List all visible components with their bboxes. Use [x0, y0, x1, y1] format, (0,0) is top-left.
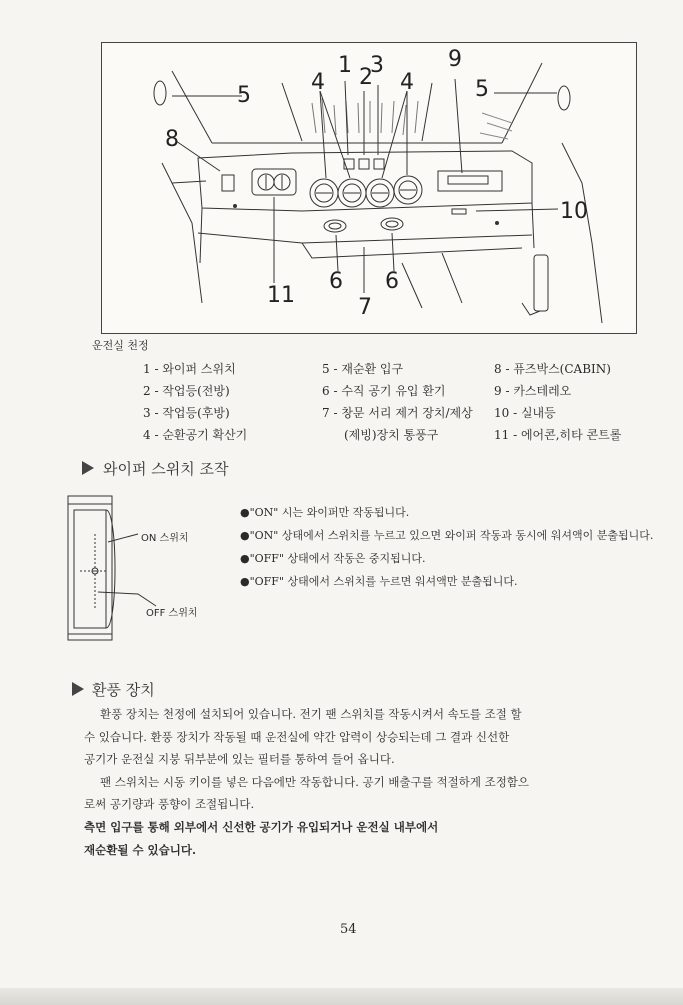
vent-heading: 환풍 장치 — [92, 681, 155, 699]
legend-item: 3 - 작업등(후방) — [143, 406, 230, 420]
wiper-bullet: ●"OFF" 상태에서 작동은 중지됩니다. — [240, 552, 426, 565]
legend-item: 10 - 실내등 — [494, 406, 556, 420]
legend-item: 6 - 수직 공기 유입 환기 — [322, 384, 446, 398]
legend-item: 7 - 창문 서리 제거 장치/제상 — [322, 406, 473, 420]
legend-column-3 — [494, 362, 621, 450]
vent-line: 로써 공기량과 풍향이 조절됩니다. — [84, 797, 255, 812]
on-switch-label: ON 스위치 — [141, 533, 189, 544]
legend-item: 9 - 카스테레오 — [494, 384, 572, 398]
figure-caption: 운전실 천정 — [92, 339, 149, 352]
wiper-instructions — [240, 506, 653, 598]
callout-10: 10 — [560, 199, 588, 224]
section-arrow-icon — [82, 461, 94, 475]
legend-item: (제빙)장치 통풍구 — [344, 428, 439, 442]
vent-line: 환풍 장치는 천정에 설치되어 있습니다. 전기 팬 스위치를 작동시켜서 속도를 조절 할 — [100, 707, 522, 721]
off-switch-label: OFF 스위치 — [146, 608, 198, 619]
callout-1: 1 — [338, 53, 352, 78]
rocker-switch-drawing — [66, 494, 216, 644]
legend-column-2 — [322, 362, 473, 450]
legend-item: 8 - 퓨즈박스(CABIN) — [494, 362, 611, 376]
cabin-ceiling-figure — [101, 42, 637, 334]
wiper-heading: 와이퍼 스위치 조작 — [103, 460, 229, 478]
callout-7: 7 — [358, 295, 372, 320]
wiper-bullet: ●"ON" 시는 와이퍼만 작동됩니다. — [240, 506, 410, 519]
legend-item: 5 - 재순환 입구 — [322, 362, 404, 376]
vent-line: 팬 스위치는 시동 키이를 넣은 다음에만 작동합니다. 공기 배출구를 적절하게 조정함으 — [100, 774, 530, 789]
callout-5b: 5 — [475, 77, 489, 102]
legend-item: 4 - 순환공기 확산기 — [143, 428, 248, 442]
legend-item: 2 - 작업등(전방) — [143, 384, 230, 398]
wiper-bullet: ●"OFF" 상태에서 스위치를 누르면 워셔액만 분출됩니다. — [240, 575, 518, 588]
section-arrow-icon — [72, 682, 84, 696]
legend-item: 11 - 에어콘,히타 콘트롤 — [494, 428, 622, 442]
legend-item: 1 - 와이퍼 스위치 — [143, 362, 236, 376]
callout-4b: 4 — [400, 70, 414, 95]
wiper-bullet: ●"ON" 상태에서 스위치를 누르고 있으면 와이퍼 작동과 동시에 워셔액이 분출됩니다. — [240, 529, 654, 542]
scan-edge — [0, 988, 683, 1005]
callout-8: 8 — [165, 127, 179, 152]
legend-column-1 — [143, 362, 247, 450]
vent-line: 측면 입구를 통해 외부에서 신선한 공기가 유입되거나 운전실 내부에서 — [84, 819, 439, 834]
vent-line: 수 있습니다. 환풍 장치가 작동될 때 운전실에 약간 압력이 상승되는데 그 결과 신선한 — [84, 729, 510, 744]
callout-6a: 6 — [329, 269, 343, 294]
wiper-switch-diagram — [66, 494, 216, 644]
callout-9: 9 — [448, 47, 462, 72]
callout-2: 2 — [359, 65, 373, 90]
callout-6b: 6 — [385, 269, 399, 294]
vent-paragraph — [84, 703, 529, 861]
callout-5a: 5 — [237, 83, 251, 108]
page-number: 54 — [340, 922, 357, 937]
vent-line: 재순환될 수 있습니다. — [84, 842, 196, 857]
vent-line: 공기가 운전실 지붕 뒤부분에 있는 필터를 통하여 들어 옵니다. — [84, 752, 395, 767]
callout-3: 3 — [370, 53, 384, 78]
callout-11: 11 — [267, 283, 295, 308]
callout-4a: 4 — [311, 70, 325, 95]
